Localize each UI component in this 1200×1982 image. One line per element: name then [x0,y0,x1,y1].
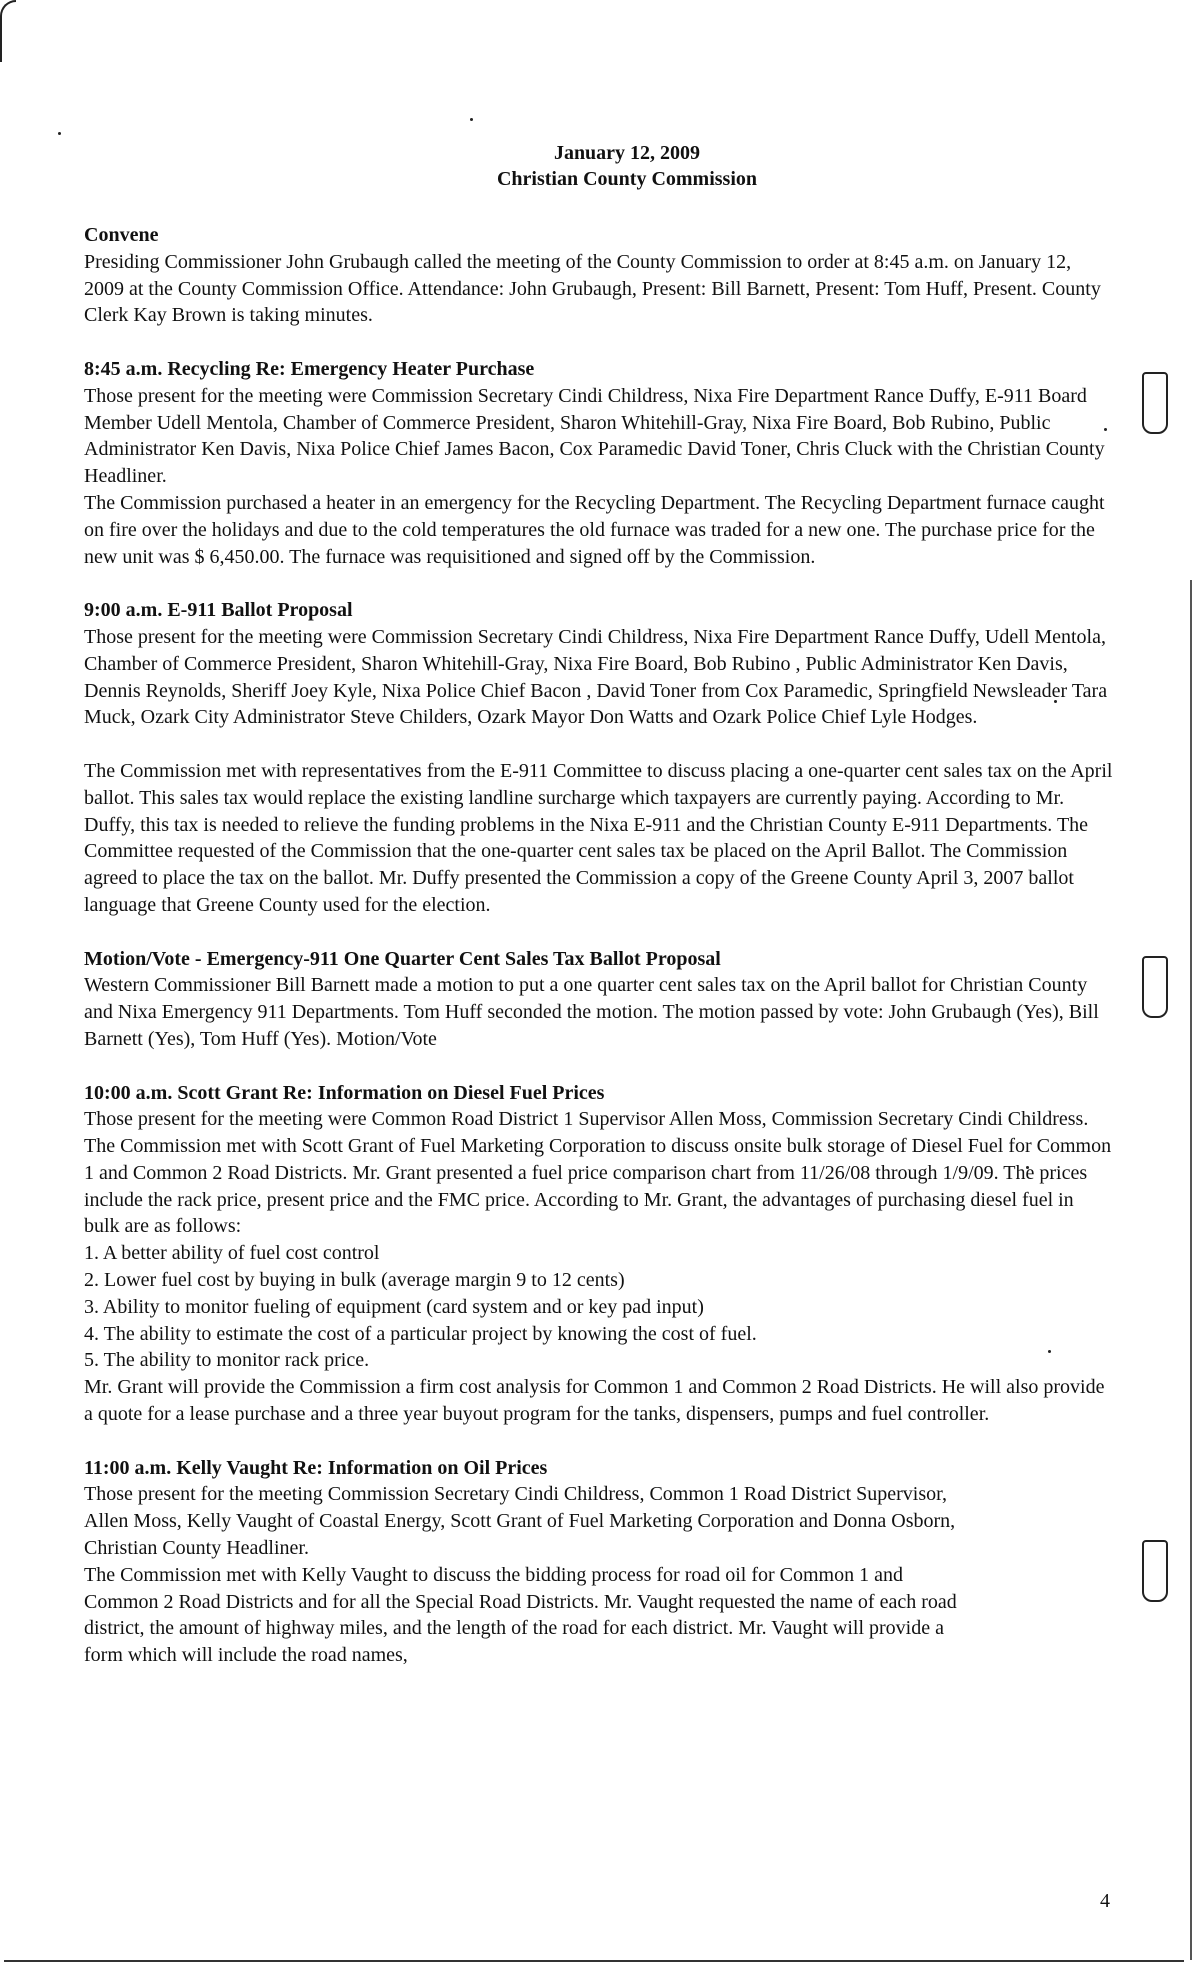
list-item: 5. The ability to monitor rack price. [84,1349,370,1372]
paragraph: Western Commissioner Bill Barnett made a motion to put a one quarter cent sales tax on the April ballot for Christian County and Nixa Emergency 911 Departments. Tom Huff seconded the motion. The motion passed by vote: John Grubaugh (Yes), Bill Barnett (Yes), Tom Huff (Yes). Motion/Vote [84,974,1099,1050]
binder-hole-3 [1142,1540,1168,1602]
section-title: 8:45 a.m. Recycling Re: Emergency Heater Purchase [84,357,535,380]
minutes-body [84,222,1114,1696]
attendees-paragraph: Those present for the meeting were Commission Secretary Cindi Childress, Nixa Fire Department Rance Duffy, Udell Mentola, Chamber of Commerce President, Sharon Whitehill-Gray, Nixa Fire Board, Bob Rubino , Public Administrator Ken Davis, Dennis Reynolds, Sheriff Joey Kyle, Nixa Police Chief Bacon , David Toner from Cox Paramedic, Springfield Newsleader Tara Muck, Ozark City Administrator Steve Childers, Ozark Mayor Don Watts and Ozark Police Chief Lyle Hodges. [84,625,1108,729]
list-item: 2. Lower fuel cost by buying in bulk (average margin 9 to 12 cents) [84,1269,625,1292]
list-item: 3. Ability to monitor fueling of equipment (card system and or key pad input) [84,1295,704,1318]
section-title: Motion/Vote - Emergency-911 One Quarter Cent Sales Tax Ballot Proposal [84,947,721,970]
section-recycling-heater [84,356,1114,570]
scan-speck [58,132,61,135]
section-e911-ballot [84,597,1114,919]
section-title: 9:00 a.m. E-911 Ballot Proposal [84,599,353,622]
document-header [0,140,1200,192]
section-convene [84,222,1114,329]
paragraph: The Commission met with Scott Grant of Fuel Marketing Corporation to discuss onsite bulk storage of Diesel Fuel for Common 1 and Common 2 Road Districts. Mr. Grant presented a fuel price comparison chart from 11/26/08 through 1/9/09. The prices include the rack price, present price and the FMC price. According to Mr. Grant, the advantages of purchasing diesel fuel in bulk are as follows: [84,1135,1112,1238]
section-title: Convene [84,224,159,246]
paragraph: Mr. Grant will provide the Commission a firm cost analysis for Common 1 and Common 2 Road Districts. He will also provide a quote for a lease purchase and a three year buyout program for the tanks, dispensers, pumps and fuel controller. [84,1376,1105,1426]
scan-speck [470,118,473,121]
list-item: 4. The ability to estimate the cost of a particular project by knowing the cost of fuel. [84,1322,757,1345]
paragraph: Presiding Commissioner John Grubaugh called the meeting of the County Commission to order at 8:45 a.m. on January 12, 2009 at the County Commission Office. Attendance: John Grubaugh, Present: Bill Barnett, Present: Tom Huff, Present. County Clerk Kay Brown is taking minutes. [84,250,1101,327]
scan-edge-top-left [0,0,16,62]
page-number: 4 [1100,1890,1110,1912]
scan-edge-right [1190,580,1192,1960]
section-title: 11:00 a.m. Kelly Vaught Re: Information on Oil Prices [84,1456,548,1479]
document-title: Christian County Commission [496,168,758,190]
paragraph: The Commission purchased a heater in an emergency for the Recycling Department. The Recycling Department furnace caught on fire over the holidays and due to the cold temperatures the old furnace was traded for a new one. The purchase price for the new unit was $ 6,450.00. The furnace was requisitioned and signed off by the Commission. [84,491,1105,568]
binder-hole-2 [1142,956,1168,1018]
paragraph: The Commission met with Kelly Vaught to discuss the bidding process for road oil for Common 1 and Common 2 Road Districts and for all the Special Road Districts. Mr. Vaught requested the name of each road district, the amount of highway miles, and the length of the road for each district. Mr. Vaught will provide a form which will include the road names, [84,1563,957,1667]
attendees-paragraph: Those present for the meeting Commission Secretary Cindi Childress, Common 1 Road District Supervisor, Allen Moss, Kelly Vaught of Coastal Energy, Scott Grant of Fuel Marketing Corporation and Donna Osborn, Christian County Headliner. [84,1483,956,1560]
section-motion-vote [84,946,1114,1053]
scan-edge-bottom [4,1960,1184,1962]
binder-hole-1 [1142,372,1168,434]
list-item: 1. A better ability of fuel cost control [84,1242,380,1265]
section-diesel-fuel [84,1080,1114,1428]
meeting-date: January 12, 2009 [553,142,701,164]
paragraph: The Commission met with representatives from the E-911 Committee to discuss placing a one-quarter cent sales tax on the April ballot. This sales tax would replace the existing landline surcharge which taxpayers are currently paying. According to Mr. Duffy, this tax is needed to relieve the funding problems in the Nixa E-911 and the Christian County E-911 Departments. The Committee requested of the Commission that the one-quarter cent sales tax be placed on the April Ballot. The Commission agreed to place the tax on the ballot. Mr. Duffy presented the Commission a copy of the Greene County April 3, 2007 ballot language that Greene County used for the election. [84,759,1113,916]
section-oil-prices [84,1455,964,1669]
attendees-paragraph: Those present for the meeting were Common Road District 1 Supervisor Allen Moss, Commission Secretary Cindi Childress. [84,1108,1089,1131]
attendees-paragraph: Those present for the meeting were Commission Secretary Cindi Childress, Nixa Fire Department Rance Duffy, E-911 Board Member Udell Mentola, Chamber of Commerce President, Sharon Whitehill-Gray, Nixa Fire Board, Bob Rubino, Public Administrator Ken Davis, Nixa Police Chief James Bacon, Cox Paramedic David Toner, Chris Cluck with the Christian County Headliner. [84,384,1105,488]
section-title: 10:00 a.m. Scott Grant Re: Information on Diesel Fuel Prices [84,1081,605,1104]
